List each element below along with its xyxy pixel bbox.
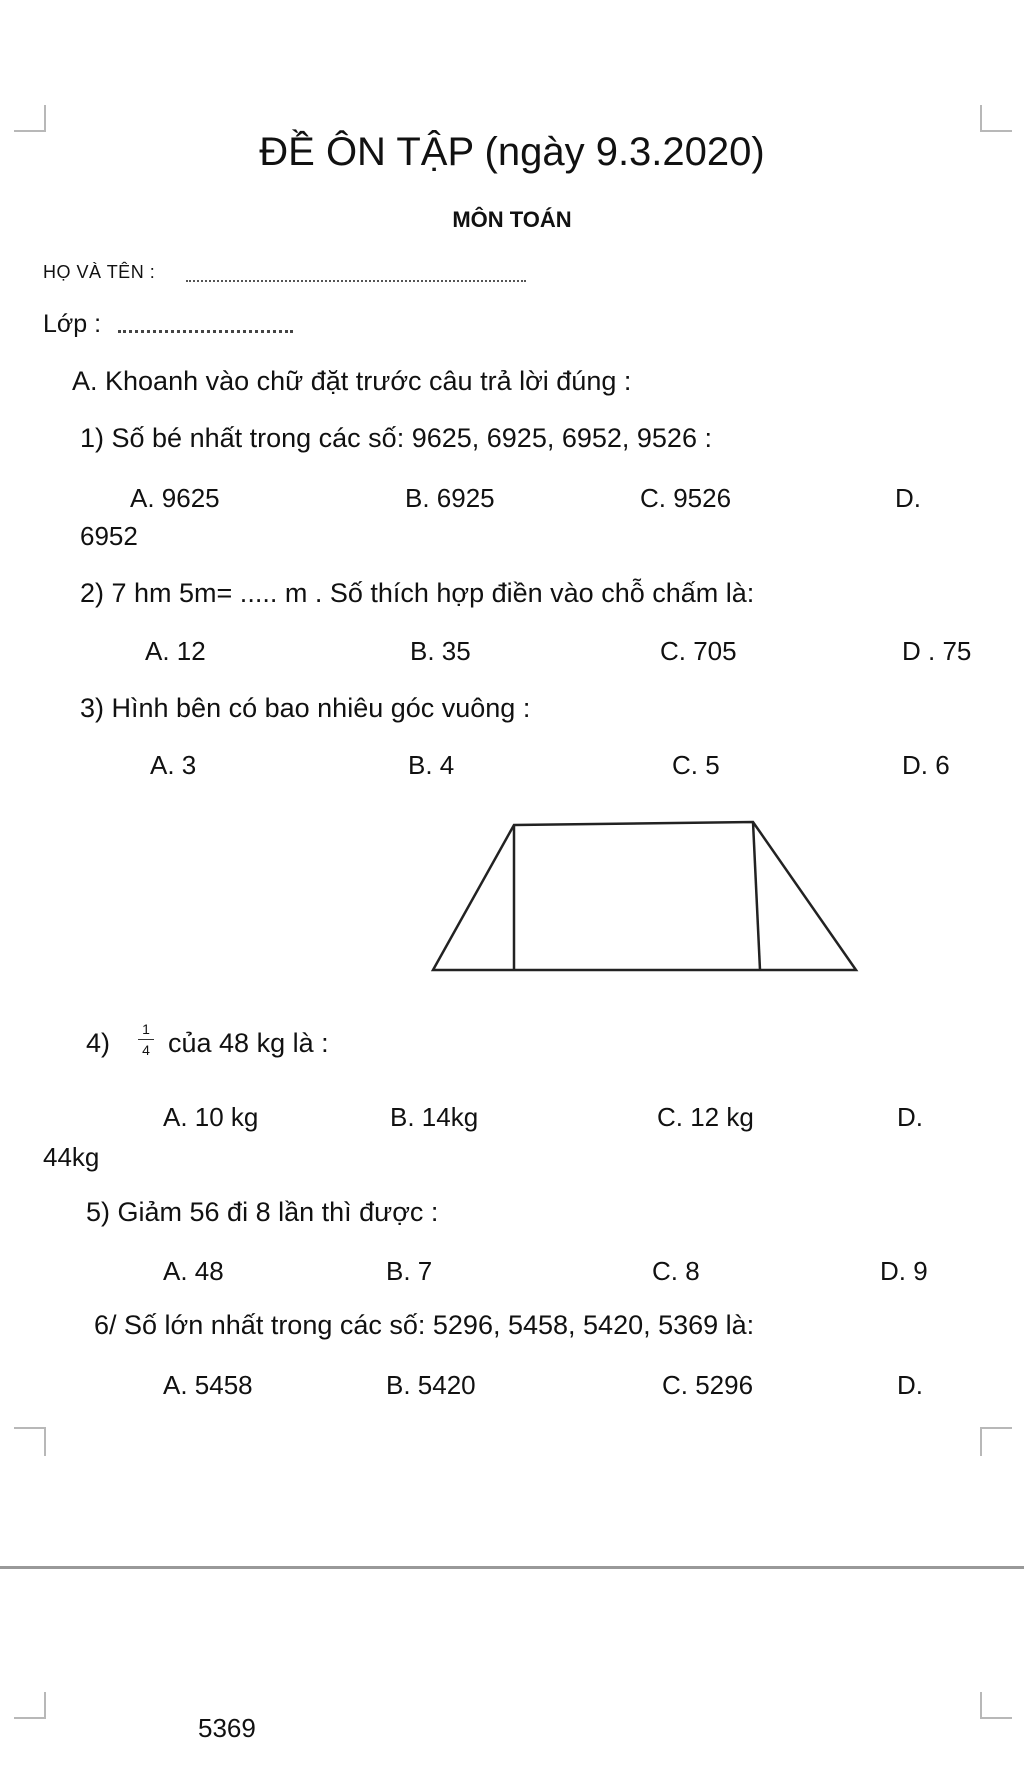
question-6-option-d-value: 5369 — [198, 1713, 256, 1743]
page-break-divider — [0, 1566, 1024, 1569]
question-4-option-d[interactable]: D. — [897, 1102, 923, 1132]
question-4-number: 4) — [86, 1028, 111, 1058]
question-1-option-c[interactable]: C. 9526 — [640, 483, 732, 513]
question-2-option-d[interactable]: D . 75 — [902, 636, 972, 666]
question-4-option-a[interactable]: A. 10 kg — [163, 1102, 259, 1132]
question-5-option-b[interactable]: B. 7 — [386, 1256, 433, 1286]
question-2-option-a[interactable]: A. 12 — [145, 636, 206, 666]
question-3-option-a[interactable]: A. 3 — [150, 750, 197, 780]
corner-mark-bottom-right — [980, 1692, 1012, 1719]
fraction-one-quarter — [138, 1022, 154, 1057]
corner-mark-top-right — [980, 105, 1012, 132]
question-6-option-a[interactable]: A. 5458 — [163, 1370, 253, 1400]
question-2: 2) 7 hm 5m= ..... m . Số thích hợp điền vào chỗ chấm là: — [80, 578, 755, 608]
fraction-numerator: 1 — [142, 1021, 150, 1037]
question-6-option-c[interactable]: C. 5296 — [662, 1370, 754, 1400]
question-5-option-c[interactable]: C. 8 — [652, 1256, 700, 1286]
corner-mark-top-left — [14, 105, 46, 132]
question-1-option-d[interactable]: D. — [895, 483, 921, 513]
question-1-option-a[interactable]: A. 9625 — [130, 483, 220, 513]
corner-mark-mid-left — [14, 1427, 46, 1456]
page-title: ĐỀ ÔN TẬP (ngày 9.3.2020) — [259, 130, 765, 174]
question-1: 1) Số bé nhất trong các số: 9625, 6925, 6952, 9526 : — [80, 423, 712, 453]
class-label: Lớp : — [43, 310, 102, 338]
fraction-bar — [138, 1039, 154, 1040]
question-1-option-d-value: 6952 — [80, 521, 138, 551]
question-6: 6/ Số lớn nhất trong các số: 5296, 5458, 5420, 5369 là: — [94, 1310, 755, 1340]
trapezoid-outline — [433, 822, 856, 970]
question-3-option-b[interactable]: B. 4 — [408, 750, 455, 780]
corner-mark-bottom-left — [14, 1692, 46, 1719]
question-5: 5) Giảm 56 đi 8 lần thì được : — [86, 1197, 439, 1227]
question-6-option-b[interactable]: B. 5420 — [386, 1370, 476, 1400]
class-field[interactable] — [118, 318, 293, 333]
question-2-option-c[interactable]: C. 705 — [660, 636, 737, 666]
corner-mark-mid-right — [980, 1427, 1012, 1456]
trapezoid-figure — [420, 810, 870, 980]
question-5-option-a[interactable]: A. 48 — [163, 1256, 224, 1286]
question-4-option-b[interactable]: B. 14kg — [390, 1102, 479, 1132]
question-6-option-d[interactable]: D. — [897, 1370, 923, 1400]
question-3: 3) Hình bên có bao nhiêu góc vuông : — [80, 693, 531, 723]
question-4: của 48 kg là : — [168, 1028, 329, 1058]
trapezoid-right-vertical — [753, 822, 760, 970]
section-a-instruction: A. Khoanh vào chữ đặt trước câu trả lời đúng : — [72, 366, 632, 396]
student-name-field[interactable] — [186, 262, 526, 282]
question-4-option-c[interactable]: C. 12 kg — [657, 1102, 754, 1132]
question-4-option-d-value: 44kg — [43, 1142, 100, 1172]
question-5-option-d[interactable]: D. 9 — [880, 1256, 928, 1286]
question-1-option-b[interactable]: B. 6925 — [405, 483, 495, 513]
question-3-option-c[interactable]: C. 5 — [672, 750, 720, 780]
student-name-label: HỌ VÀ TÊN : — [43, 262, 156, 282]
question-2-option-b[interactable]: B. 35 — [410, 636, 471, 666]
subject-label: MÔN TOÁN — [452, 207, 572, 232]
fraction-denominator: 4 — [142, 1042, 150, 1058]
question-3-option-d[interactable]: D. 6 — [902, 750, 950, 780]
